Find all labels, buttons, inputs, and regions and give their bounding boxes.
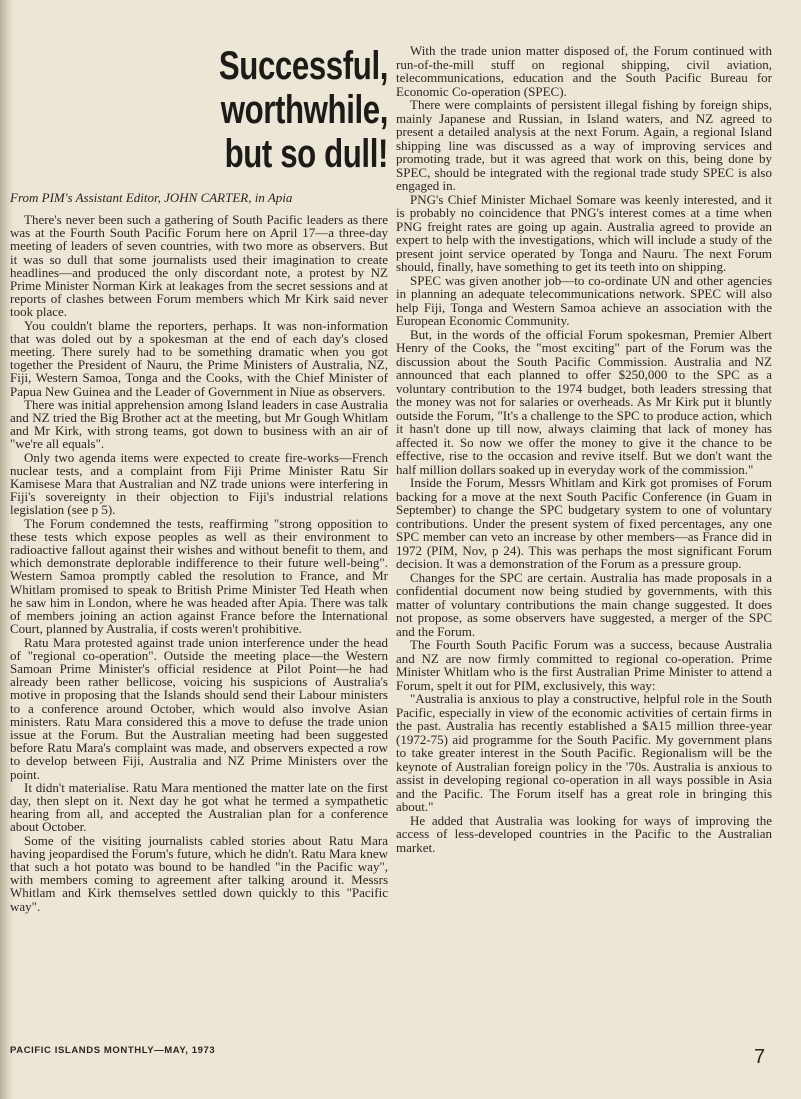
article-paragraph: It didn't materialise. Ratu Mara mentioned the matter late on the first day, then slept on it. Next day he got what he termed a sympathetic hearing from all, and accepted the Australian plan for a conference about October. bbox=[10, 779, 388, 835]
article-paragraph: You couldn't blame the reporters, perhaps. It was non-information that was doled out by a spokesman at the end of each day's closed meeting. There surely had to be something dramatic when you got together the President of Nauru, the Prime Ministers of Australia, NZ, Fiji, Western Samoa, Tonga and the Cooks, with the Chief Minister of Papua New Guinea and the Leader of Government in Niue as observers. bbox=[10, 317, 388, 399]
article-paragraph: There were complaints of persistent illegal fishing by foreign ships, mainly Japanese and Russian, in Island waters, and NZ agreed to present a detailed analysis at the next Forum. Again, a regional Island shipping line was discussed as a way of improving services and promoting trade, but it was agreed that work on this, being done by SPEC, should be integrated with the regional trade study SPEC is also engaged in. bbox=[396, 97, 772, 193]
article-paragraph: The Forum condemned the tests, reaffirming "strong opposition to these tests which expose peoples as well as their environment to radioactive fallout against their wishes and without benefit to them, and which demonstrate deplorable indifference to their future well-being". Western Samoa promptly cabled the resolution to France, and Mr Whitlam promised to speak to British Prime Minister Ted Heath when he saw him in London, where he was headed after Apia. There was talk of members joining an action against France before the International Court, planned by Australia, if costs weren't prohibitive. bbox=[10, 515, 388, 637]
page-number: 7 bbox=[754, 1046, 766, 1068]
headline-line-1: Successful, worthwhile, bbox=[218, 44, 388, 132]
headline bbox=[10, 44, 388, 176]
article-paragraph: But, in the words of the official Forum spokesman, Premier Albert Henry of the Cooks, the "most exciting" part of the Forum was the discussion about the South Pacific Commission. Australia and NZ announced that each planned to offer $250,000 to the SPC as a voluntary contribution to the 1974 budget, both leaders stressing that the money was not for salaries or overheads. As Mr Kirk put it bluntly outside the Forum, "It's a challenge to the SPC to produce action, which it hasn't done up till now, always claiming that lack of money has affected it. So now we offer the money to give it the chance to be effective, rise to the occasion and revive itself. But we don't want the half million dollars soaked up in everyday work of the commission." bbox=[396, 326, 772, 477]
right-column bbox=[396, 44, 772, 854]
left-column-body bbox=[10, 213, 388, 913]
article-paragraph: There's never been such a gathering of South Pacific leaders as there was at the Fourth South Pacific Forum here on April 17—a three-day meeting of leaders of seven countries, with two more as observers. But it was so dull that some journalists used their imagination to create headlines—and produced the only discordant note, a protest by NZ Prime Minister Norman Kirk at leakages from the secret sessions and at reports of clashes between Forum members which Mr Kirk said never took place. bbox=[10, 212, 388, 320]
headline-line-2: but so dull! bbox=[224, 132, 388, 176]
article-paragraph: With the trade union matter disposed of, the Forum continued with run-of-the-mill stuff on regional shipping, civil aviation, telecommunications, education and the South Pacific Bureau for Economic Co-operation (SPEC). bbox=[396, 43, 772, 99]
article-paragraph: "Australia is anxious to play a constructive, helpful role in the South Pacific, especially in view of the economic activities of certain firms in the past. Australia has recently established a $A15 million three-year (1972-75) aid programme for the South Pacific. My government plans to take greater interest in the South Pacific. Regionalism will be the keynote of Australian foreign policy in the '70s. Australia is anxious to assist in developing regional co-operation in all ways possible in Asia and the Pacific. The Forum itself has a great role in bringing this about." bbox=[396, 691, 772, 814]
article-paragraph: PNG's Chief Minister Michael Somare was keenly interested, and it is probably no coincidence that PNG's interest comes at a time when PNG freight rates are going up again. Australia agreed to provide an expert to help with the investigations, which will include a study of the present joint service operated by Tonga and Nauru. The next Forum should, finally, have something to get its teeth into on shipping. bbox=[396, 191, 772, 274]
article-paragraph: Some of the visiting journalists cabled stories about Ratu Mara having jeopardised the Forum's future, which he didn't. Ratu Mara knew that such a hot potato was bound to be handled "in the Pacific way", with members coming to agreement after talking around it. Messrs Whitlam and Kirk themselves settled down quickly to this "Pacific way". bbox=[10, 832, 388, 914]
article-paragraph: SPEC was given another job—to co-ordinate UN and other agencies in planning an adequate telecommunications network. SPEC will also help Fiji, Tonga and Western Samoa achieve an association with the European Economic Community. bbox=[396, 272, 772, 328]
byline: From PIM's Assistant Editor, JOHN CARTER, in Apia bbox=[10, 190, 293, 205]
article-paragraph: Ratu Mara protested against trade union interference under the head of "regional co-operation". Outside the meeting place—the Western Samoan Prime Minister's official residence at Pilot Point—he had already been rather bellicose, voicing his suspicions of Australia's motive in proposing that the Islands should send their Labour ministers to a conference around October, which would also involve Asian ministers. Ratu Mara considered this a move to defuse the trade union issue at the Forum. But the Australian meeting had been suggested before Ratu Mara's complaint was made, and observers expected a row to develop between Fiji, Australia and NZ Prime Ministers over the point. bbox=[10, 634, 388, 782]
article-paragraph: Changes for the SPC are certain. Australia has made proposals in a confidential document now being studied by governments, with this matter of voluntary contributions the main change suggested. It does not propose, as some observers have suggested, a merger of the SPC and the Forum. bbox=[396, 569, 772, 639]
right-column-body bbox=[396, 44, 772, 854]
article-paragraph: There was initial apprehension among Island leaders in case Australia and NZ tried the Big Brother act at the meeting, but Mr Gough Whitlam and Mr Kirk, with strong teams, got down to business with an air of "we're all equals". bbox=[10, 396, 388, 452]
article-paragraph: Inside the Forum, Messrs Whitlam and Kirk got promises of Forum backing for a move at the next South Pacific Conference (in Guam in September) to change the SPC budgetary system to one of voluntary contributions. Under the present system of fixed percentages, any one SPC member can veto an increase by other members—as France did in 1972 (PIM, Nov, p 24). This was perhaps the most significant Forum decision. It was a demonstration of the Forum as a pressure group. bbox=[396, 475, 772, 571]
left-column bbox=[10, 38, 388, 913]
article-paragraph: The Fourth South Pacific Forum was a success, because Australia and NZ are now firmly committed to regional co-operation. Prime Minister Whitlam who is the first Australian Prime Minister to attend a Forum, spelt it out for PIM, exclusively, this way: bbox=[396, 637, 772, 693]
publication-footer: PACIFIC ISLANDS MONTHLY—MAY, 1973 bbox=[10, 1045, 216, 1056]
article-paragraph: Only two agenda items were expected to create fire-works—French nuclear tests, and a complaint from Fiji Prime Minister Ratu Sir Kamisese Mara that Australian and NZ trade unions were interfering in Fiji's sovereignty in their objection to Fiji's industrial relations legislation (see p 5). bbox=[10, 449, 388, 518]
article-paragraph: He added that Australia was looking for ways of improving the access of less-developed countries in the Pacific to the Australian market. bbox=[396, 812, 772, 855]
